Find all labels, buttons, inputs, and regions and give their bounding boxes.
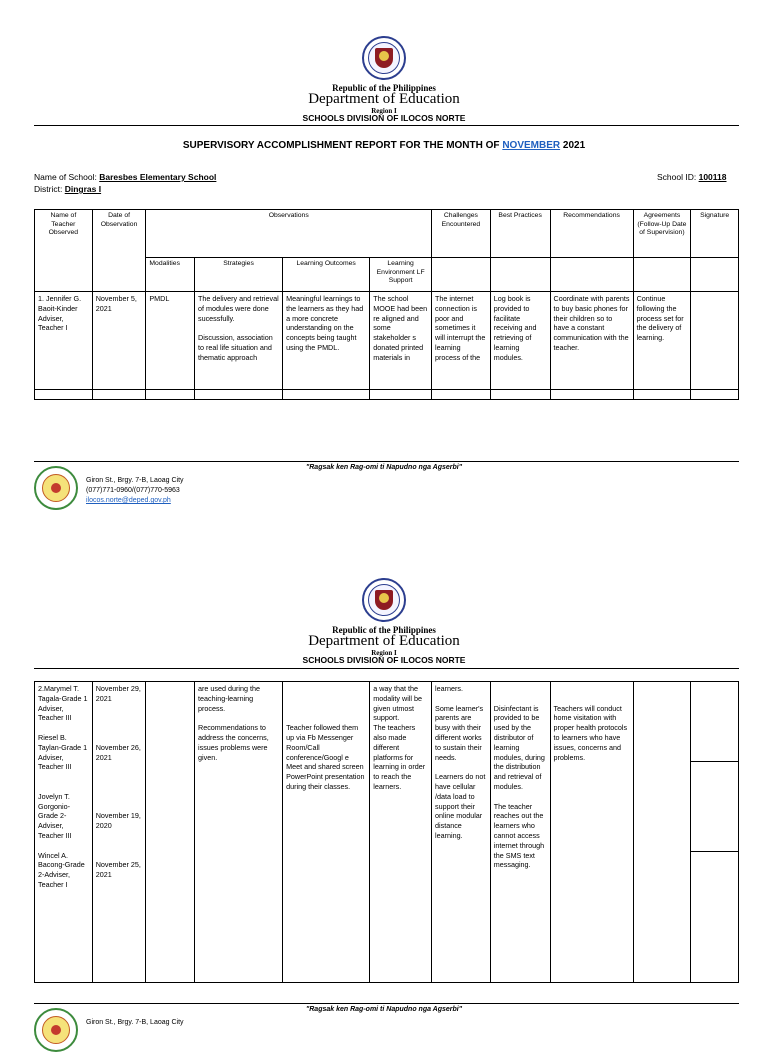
recommendations: Teachers will conduct home visitation with proper health protocols to learners who have issues, concerns and problems.: [553, 703, 628, 762]
report-title: [0, 140, 768, 151]
report-table-page2: [34, 681, 739, 983]
division-label: SCHOOLS DIVISION OF ILOCOS NORTE: [302, 113, 466, 123]
challenges: learners. Some learner's parents are busy with their different works to sustain their needs. Learners do not have cellular /data load to support their online modular distance learning.: [435, 684, 486, 840]
empty-cell: [550, 258, 633, 292]
header-date: Date of Observation: [92, 210, 146, 292]
footer-phone: (077)771-0960/(077)770-5963: [86, 487, 180, 494]
district-row: [34, 184, 101, 194]
empty-cell: [490, 258, 550, 292]
agreements: Continue following the process set for the delivery of learning.: [636, 294, 684, 343]
region-label: Region I: [371, 649, 397, 657]
district-value: Dingras I: [64, 184, 102, 194]
empty-cell: [432, 258, 491, 292]
observation-dates: November 29, 2021 November 26, 2021 November 19, 2020 November 25, 2021: [95, 684, 141, 880]
empty-cell: [633, 258, 691, 292]
header-modalities: Modalities: [146, 258, 195, 292]
header-challenges: Challenges Encountered: [432, 210, 491, 258]
learning-environment: a way that the modality will be given utmost support. The teachers also made different platforms for learning in order to reach the learners.: [373, 684, 426, 791]
footer-rule: [34, 1003, 739, 1004]
region-label: Region I: [371, 107, 397, 115]
footer-address: Giron St., Brgy. 7-B, Laoag City: [86, 1019, 184, 1026]
table-row: [35, 292, 739, 390]
teacher-names: 2.Marymel T. Tagala-Grade 1 Adviser, Teacher III Riesel B. Taylan-Grade 1 Adviser, Teacher III Jovelyn T. Gorgonio-Grade 2-Adviser, Teacher III Wincel A. Bacong-Grade 2-Adviser, Teacher I: [38, 684, 88, 889]
district-label: District:: [34, 184, 63, 194]
school-id-value: 100118: [698, 172, 727, 182]
header-best-practices: Best Practices: [490, 210, 550, 258]
division-label: SCHOOLS DIVISION OF ILOCOS NORTE: [302, 655, 466, 665]
modality: PMDL: [149, 294, 170, 303]
footer-contact: [86, 476, 184, 506]
school-name-value: Baresbes Elementary School: [99, 172, 217, 182]
report-year: 2021: [562, 140, 586, 151]
strategies: The delivery and retrieval of modules were done sucessfully. Discussion, association to real life situation and thematic approach: [198, 294, 279, 362]
header-rule: [34, 125, 739, 126]
header-learning-environment: Learning Environment LF Support: [370, 258, 432, 292]
school-name-row: [34, 172, 216, 182]
header-recommendations: Recommendations: [550, 210, 633, 258]
sdo-logo: [34, 466, 78, 510]
footer-motto: "Ragsak ken Rag-omi ti Napudno nga Agserbi": [305, 464, 463, 471]
teacher-name: 1. Jennifer G. Baoit-Kinder Adviser, Teacher I: [38, 294, 82, 333]
deped-seal: [362, 36, 406, 80]
empty-cell: [691, 258, 739, 292]
sdo-logo: [34, 1008, 78, 1052]
best-practices: Disinfectant is provided to be used by the distributor of learning modules, during the distribution and retrieval of modules. The teacher reaches out the learners who cannot access internet through the SMS text messaging.: [493, 703, 545, 870]
header-observations: Observations: [146, 210, 432, 258]
school-id-row: [657, 172, 727, 182]
report-title-prefix: SUPERVISORY ACCOMPLISHMENT REPORT FOR THE MONTH OF: [182, 140, 500, 151]
learning-environment: The school MOOE had been re aligned and some stakeholder s donated printed materials in: [373, 294, 428, 362]
challenges: The internet connection is poor and sometimes it will interrupt the learning process of the: [435, 294, 486, 362]
footer-rule: [34, 461, 739, 462]
header-agreements: Agreements (Follow-Up Date of Supervision): [633, 210, 691, 258]
department-title: Department of Education: [308, 91, 460, 107]
header-learning-outcomes: Learning Outcomes: [283, 258, 370, 292]
learning-outcomes: Meaningful learnings to the learners as they had a more concrete understanding on the concepts being taught using the PMDL.: [286, 294, 364, 352]
deped-seal: [362, 578, 406, 622]
footer-motto: "Ragsak ken Rag-omi ti Napudno nga Agserbi": [305, 1006, 463, 1013]
school-name-label: Name of School:: [34, 172, 97, 182]
observation-date: November 5, 2021: [95, 294, 137, 313]
republic-label: Republic of the Philippines: [332, 625, 436, 635]
agreements-cell: [633, 682, 691, 983]
footer-address: Giron St., Brgy. 7-B, Laoag City: [86, 477, 184, 484]
modality-cell: [146, 682, 195, 983]
signature-cell: [691, 682, 739, 762]
header-rule: [34, 668, 739, 669]
best-practices: Log book is provided to facilitate receiving and retrieving of learning modules.: [493, 294, 537, 362]
signature-cell: [691, 852, 739, 983]
department-title: Department of Education: [308, 633, 460, 649]
report-table-page1: [34, 209, 739, 400]
table-row: [35, 682, 739, 762]
footer-email[interactable]: ilocos.norte@deped.gov.ph: [86, 497, 171, 504]
signature-cell: [691, 292, 739, 390]
recommendations: Coordinate with parents to buy basic phones for their children so to have a constant communication with the teacher.: [553, 294, 630, 352]
learning-outcomes: Teacher followed them up via Fb Messenger Room/Call conference/Googl e Meet and shared screen PowerPoint presentation during their classes.: [286, 723, 365, 791]
header-teacher: Name of Teacher Observed: [35, 210, 93, 292]
republic-label: Republic of the Philippines: [332, 83, 436, 93]
strategies: are used during the teaching-learning process. Recommendations to address the concerns, issues problems were given.: [198, 684, 269, 762]
report-month: NOVEMBER: [502, 140, 561, 151]
header-signature: Signature: [691, 210, 739, 258]
school-id-label: School ID:: [657, 172, 697, 182]
header-strategies: Strategies: [195, 258, 283, 292]
signature-cell: [691, 762, 739, 852]
